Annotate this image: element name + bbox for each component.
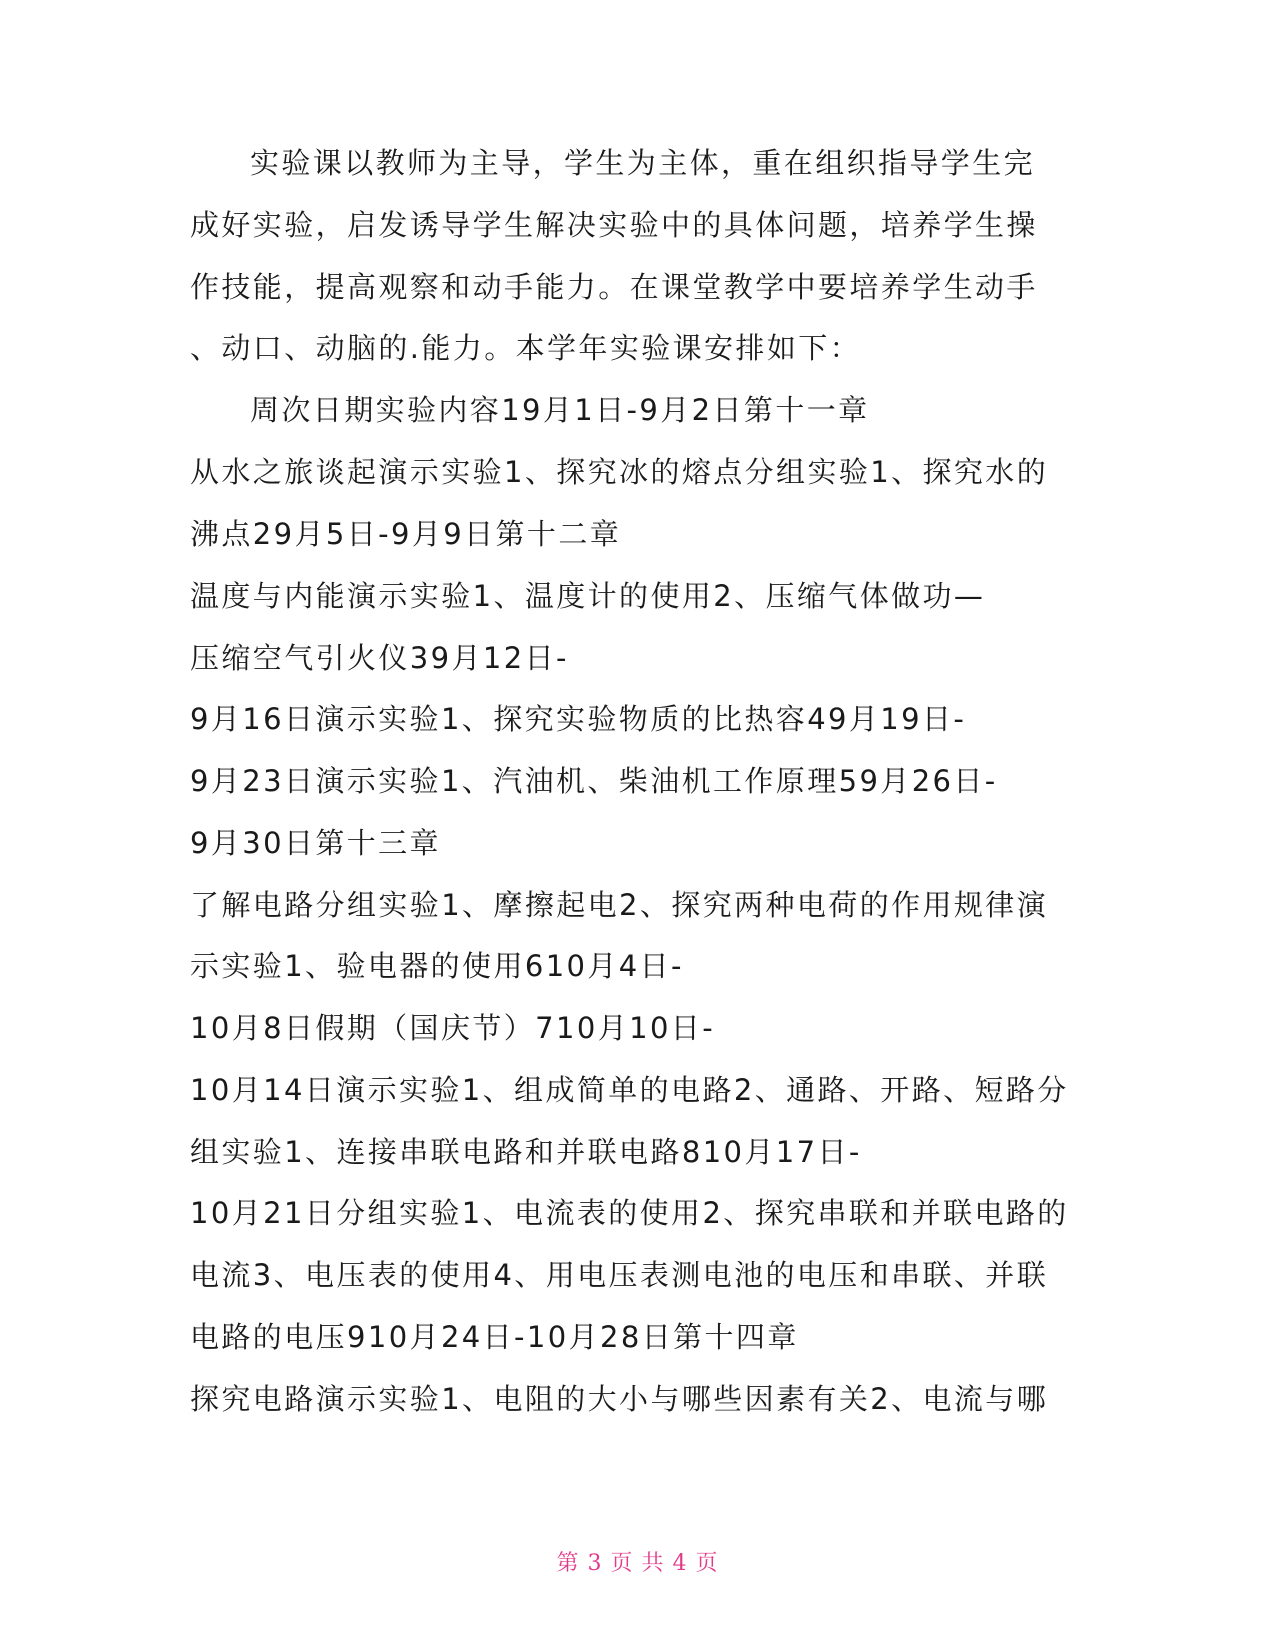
text-line: 10月14日演示实验1、组成简单的电路2、通路、开路、短路分 [190,1073,1069,1107]
text-line: 作技能，提高观察和动手能力。在课堂教学中要培养学生动手 [190,270,1038,304]
text-line: 电流3、电压表的使用4、用电压表测电池的电压和串联、并联 [190,1258,1049,1292]
text-line: 了解电路分组实验1、摩擦起电2、探究两种电荷的作用规律演 [190,888,1049,922]
text-line: 周次日期实验内容19月1日-9月2日第十一章 [250,393,870,427]
text-line: 组实验1、连接串联电路和并联电路810月17日- [190,1135,862,1169]
text-line: 沸点29月5日-9月9日第十二章 [190,517,622,551]
text-line: 、动口、动脑的.能力。本学年实验课安排如下： [190,331,862,365]
text-line: 9月23日演示实验1、汽油机、柴油机工作原理59月26日- [190,764,998,798]
text-line: 从水之旅谈起演示实验1、探究冰的熔点分组实验1、探究水的 [190,455,1049,489]
text-line: 探究电路演示实验1、电阻的大小与哪些因素有关2、电流与哪 [190,1382,1049,1416]
text-line: 9月30日第十三章 [190,826,441,860]
text-line: 电路的电压910月24日-10月28日第十四章 [190,1320,799,1354]
text-line: 温度与内能演示实验1、温度计的使用2、压缩气体做功— [190,579,986,613]
text-line: 10月8日假期（国庆节）710月10日- [190,1011,716,1045]
text-line: 示实验1、验电器的使用610月4日- [190,949,684,983]
text-line: 成好实验，启发诱导学生解决实验中的具体问题，培养学生操 [190,208,1038,242]
text-line: 实验课以教师为主导，学生为主体，重在组织指导学生完 [250,146,1036,180]
text-line: 10月21日分组实验1、电流表的使用2、探究串联和并联电路的 [190,1196,1069,1230]
page-number-footer: 第 3 页 共 4 页 [556,1551,719,1576]
text-line: 压缩空气引火仪39月12日- [190,641,569,675]
text-line: 9月16日演示实验1、探究实验物质的比热容49月19日- [190,702,967,736]
